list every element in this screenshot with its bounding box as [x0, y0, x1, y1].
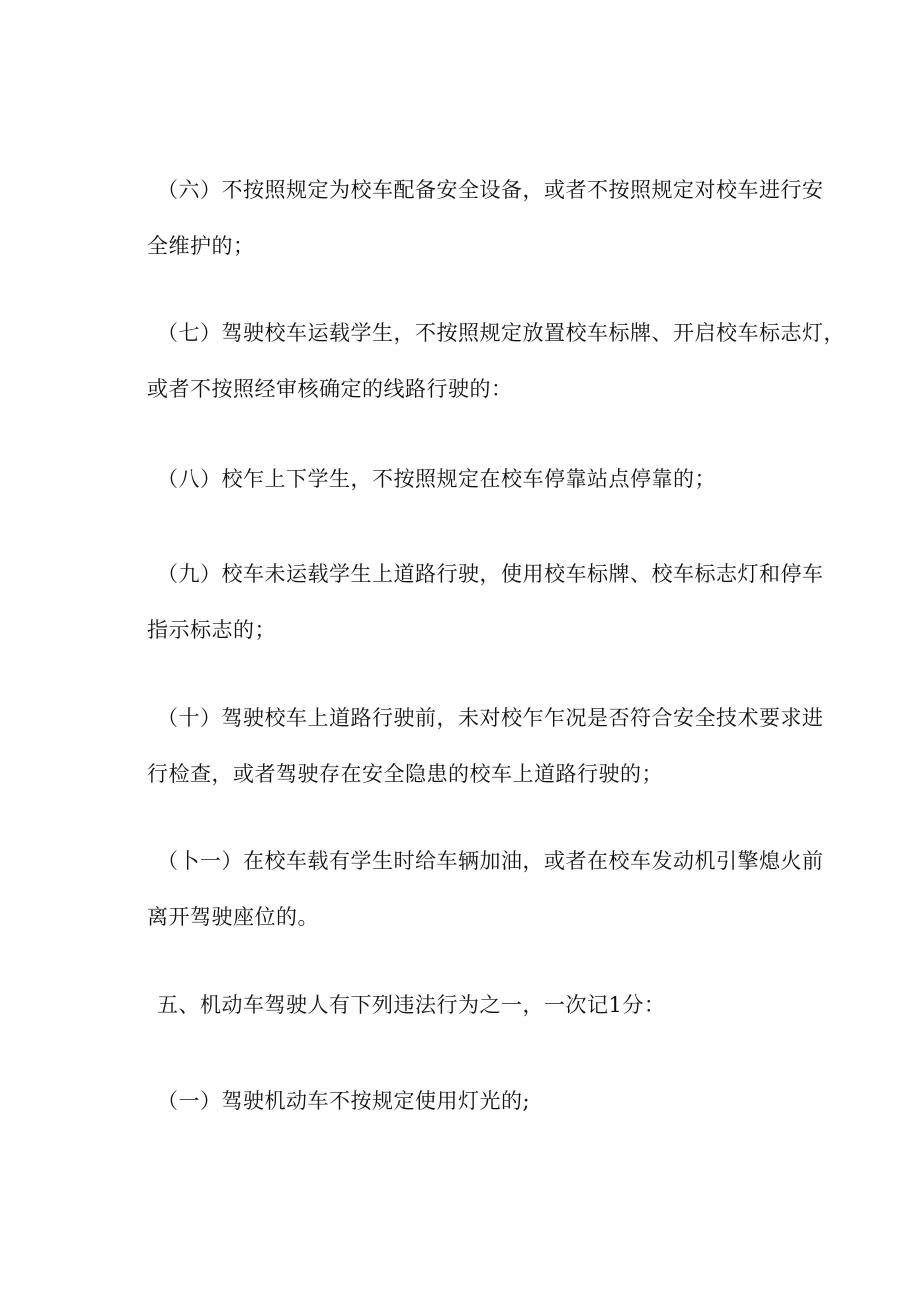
paragraph-line: 指示标志的； — [147, 618, 276, 642]
paragraph-item-1 — [147, 1073, 827, 1129]
paragraph-line: 离开驾驶座位的。 — [147, 905, 319, 929]
paragraph-line: 行检查，或者驾驶存在安全隐患的校车上道路行驶的； — [147, 762, 663, 786]
paragraph-line: （一）驾驶机动车不按规定使用灯光的; — [157, 1089, 531, 1113]
paragraph-line: （八）校乍上下学生，不按照规定在校车停靠站点停靠的； — [157, 467, 716, 491]
paragraph-line: 或者不按照经审核确定的线路行驶的： — [147, 377, 513, 401]
paragraph-line: 五、机动车驾驶人有下列违法行为之一，一次记1分： — [157, 993, 666, 1017]
paragraph-item-8 — [147, 451, 827, 507]
paragraph-line: 全维护的； — [147, 234, 255, 258]
paragraph-line: （六）不按照规定为校车配备安全设备，或者不按照规定对校车进行安 — [157, 178, 824, 202]
paragraph-item-6 — [147, 162, 827, 274]
section-heading-5 — [147, 977, 827, 1033]
paragraph-line: （卜一）在校车载有学生时给车辆加油，或者在校车发动机引擎熄火前 — [157, 849, 824, 873]
paragraph-line: （十）驾驶校车上道路行驶前，未对校乍乍况是否符合安全技术要求进 — [157, 706, 824, 730]
paragraph-item-9 — [147, 546, 827, 658]
paragraph-item-10 — [147, 690, 827, 802]
paragraph-line: （七）驾驶校车运载学生，不按照规定放置校车标牌、开启校车标志灯， — [157, 321, 845, 345]
paragraph-line: （九）校车未运载学生上道路行驶，使用校车标牌、校车标志灯和停车 — [157, 562, 824, 586]
paragraph-item-11 — [147, 833, 827, 945]
paragraph-item-7 — [147, 305, 845, 417]
